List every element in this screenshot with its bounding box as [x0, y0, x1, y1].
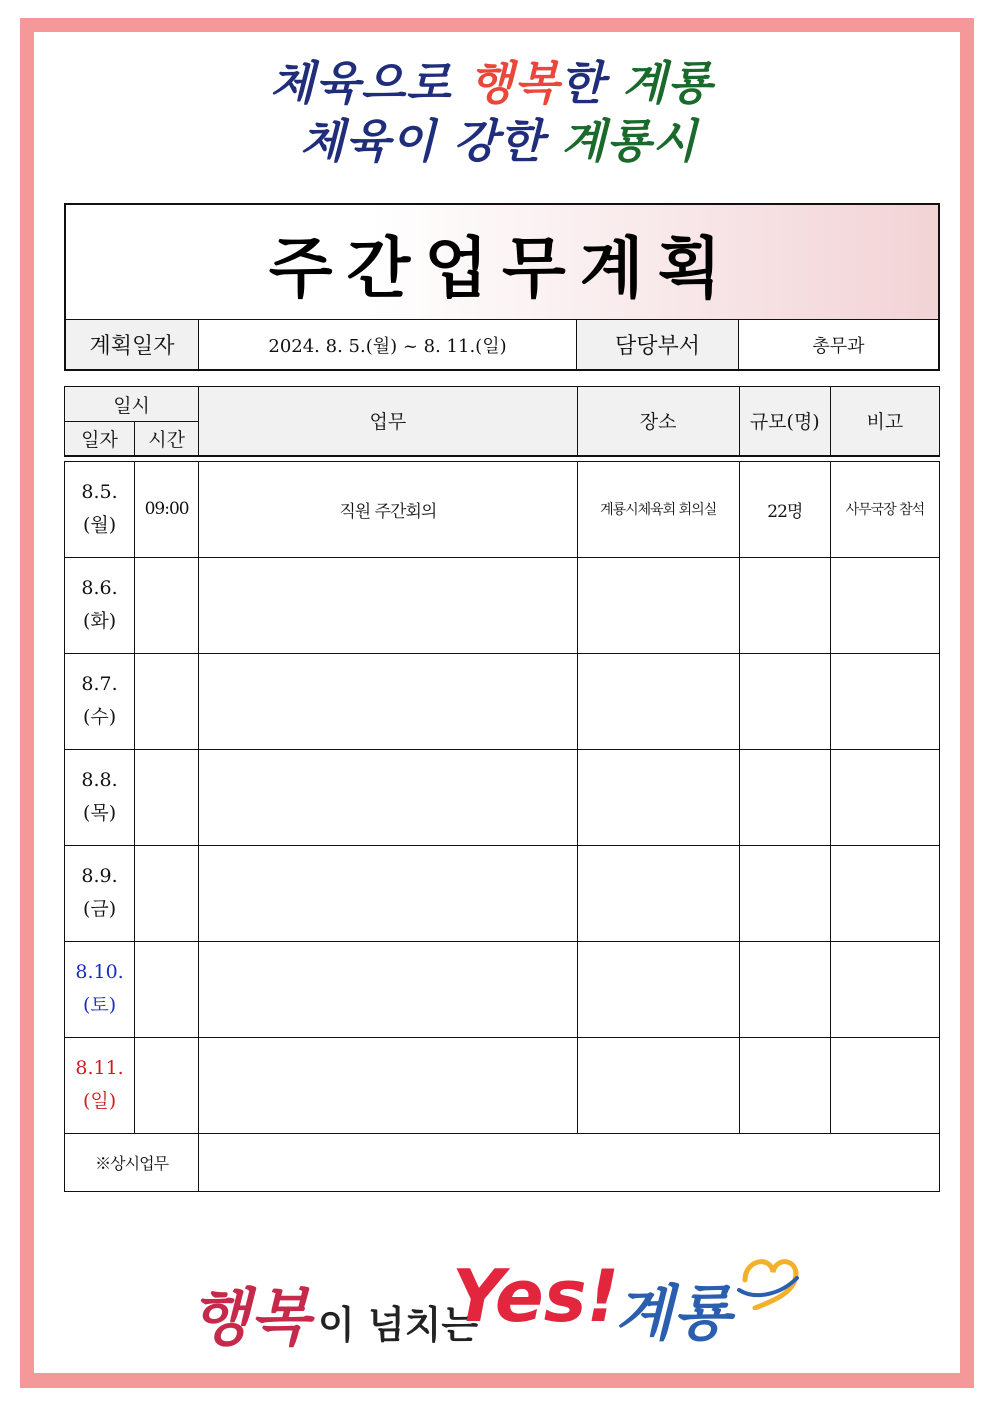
regular-task-value — [199, 1133, 940, 1191]
table-row — [65, 557, 940, 653]
plan-header — [64, 203, 940, 371]
weekday-text: (수) — [82, 706, 117, 728]
title-band — [66, 205, 938, 320]
row-time — [135, 749, 199, 845]
slogan-overflowing: 이 넘치는 — [318, 1303, 479, 1347]
header-date: 일자 — [65, 422, 135, 456]
table-row — [65, 461, 940, 557]
row-date — [65, 941, 135, 1037]
row-scale — [739, 1037, 830, 1133]
row-time: 09:00 — [135, 461, 199, 557]
header-note: 비고 — [830, 387, 939, 456]
header-task: 업무 — [199, 387, 577, 456]
row-place — [577, 653, 739, 749]
weekday-text: (일) — [82, 1090, 117, 1112]
slogan-word: 계룡시 — [561, 114, 698, 168]
row-date — [65, 557, 135, 653]
row-scale — [739, 845, 830, 941]
slogan-word: 계룡 — [622, 56, 713, 110]
row-time — [135, 653, 199, 749]
table-row — [65, 941, 940, 1037]
row-task — [199, 749, 577, 845]
row-note — [830, 749, 939, 845]
table-row — [65, 749, 940, 845]
slogan-happy: 행복 — [190, 1281, 310, 1354]
date-text: 8.9. — [81, 865, 118, 887]
row-scale — [739, 653, 830, 749]
row-task: 직원 주간회의 — [199, 461, 577, 557]
row-task — [199, 557, 577, 653]
weekday-text: (화) — [82, 610, 117, 632]
plan-date-label: 계획일자 — [66, 320, 199, 369]
schedule-table — [64, 386, 940, 1192]
table-row — [65, 845, 940, 941]
regular-task-label: ※상시업무 — [65, 1133, 199, 1191]
regular-task-row — [65, 1133, 940, 1191]
table-row — [65, 1037, 940, 1133]
row-note — [830, 653, 939, 749]
dept-value: 총무과 — [812, 335, 865, 357]
date-text: 8.8. — [81, 769, 118, 791]
row-place — [577, 1037, 739, 1133]
date-text: 8.7. — [81, 673, 118, 695]
slogan-word: 행복 — [468, 56, 560, 110]
slogan-word: 이 강한 — [390, 114, 562, 168]
plan-date-value: 2024. 8. 5.(월) ~ 8. 11.(일) — [199, 320, 577, 369]
weekday-text: (토) — [82, 994, 117, 1016]
page-title: 주간업무계획 — [268, 229, 736, 307]
row-scale — [739, 749, 830, 845]
slogan-yes: Yes! — [452, 1254, 620, 1338]
row-note — [830, 845, 939, 941]
info-row — [66, 320, 938, 369]
row-task — [199, 845, 577, 941]
date-text: 8.6. — [81, 577, 118, 599]
table-row — [65, 653, 940, 749]
row-place: 계룡시체육회 회의실 — [577, 461, 739, 557]
row-note — [830, 941, 939, 1037]
date-text: 8.10. — [75, 961, 124, 983]
slogan-city: 계룡 — [615, 1279, 731, 1349]
row-time — [135, 557, 199, 653]
row-scale: 22명 — [739, 461, 830, 557]
row-scale — [739, 941, 830, 1037]
header-time: 시간 — [135, 422, 199, 456]
weekday-text: (금) — [82, 898, 117, 920]
row-date — [65, 461, 135, 557]
row-task — [199, 1037, 577, 1133]
slogan-line-2 — [300, 113, 698, 169]
date-text: 8.5. — [81, 481, 118, 503]
slogan-word: 으로 — [360, 56, 469, 110]
row-place — [577, 749, 739, 845]
row-place — [577, 557, 739, 653]
date-text: 8.11. — [75, 1057, 124, 1079]
bottom-slogan-logo — [190, 1250, 810, 1360]
row-note — [830, 1037, 939, 1133]
row-date — [65, 1037, 135, 1133]
row-time — [135, 1037, 199, 1133]
row-date — [65, 653, 135, 749]
row-date — [65, 749, 135, 845]
row-time — [135, 845, 199, 941]
heart-icon — [735, 1250, 805, 1310]
header-datetime: 일시 — [65, 387, 199, 422]
row-task — [199, 653, 577, 749]
row-date — [65, 845, 135, 941]
slogan-word: 체육 — [300, 114, 391, 168]
weekday-text: (월) — [82, 514, 117, 536]
weekday-text: (목) — [82, 802, 117, 824]
slogan-line-1 — [270, 55, 713, 111]
row-scale — [739, 557, 830, 653]
top-slogan — [220, 55, 780, 175]
slogan-word: 체육 — [270, 56, 361, 110]
row-task — [199, 941, 577, 1037]
slogan-word: 한 — [559, 56, 623, 110]
header-place: 장소 — [577, 387, 739, 456]
row-note: 사무국장 참석 — [830, 461, 939, 557]
row-place — [577, 941, 739, 1037]
header-scale: 규모(명) — [739, 387, 830, 456]
row-place — [577, 845, 739, 941]
row-time — [135, 941, 199, 1037]
row-note — [830, 557, 939, 653]
dept-label: 담당부서 — [577, 320, 739, 369]
